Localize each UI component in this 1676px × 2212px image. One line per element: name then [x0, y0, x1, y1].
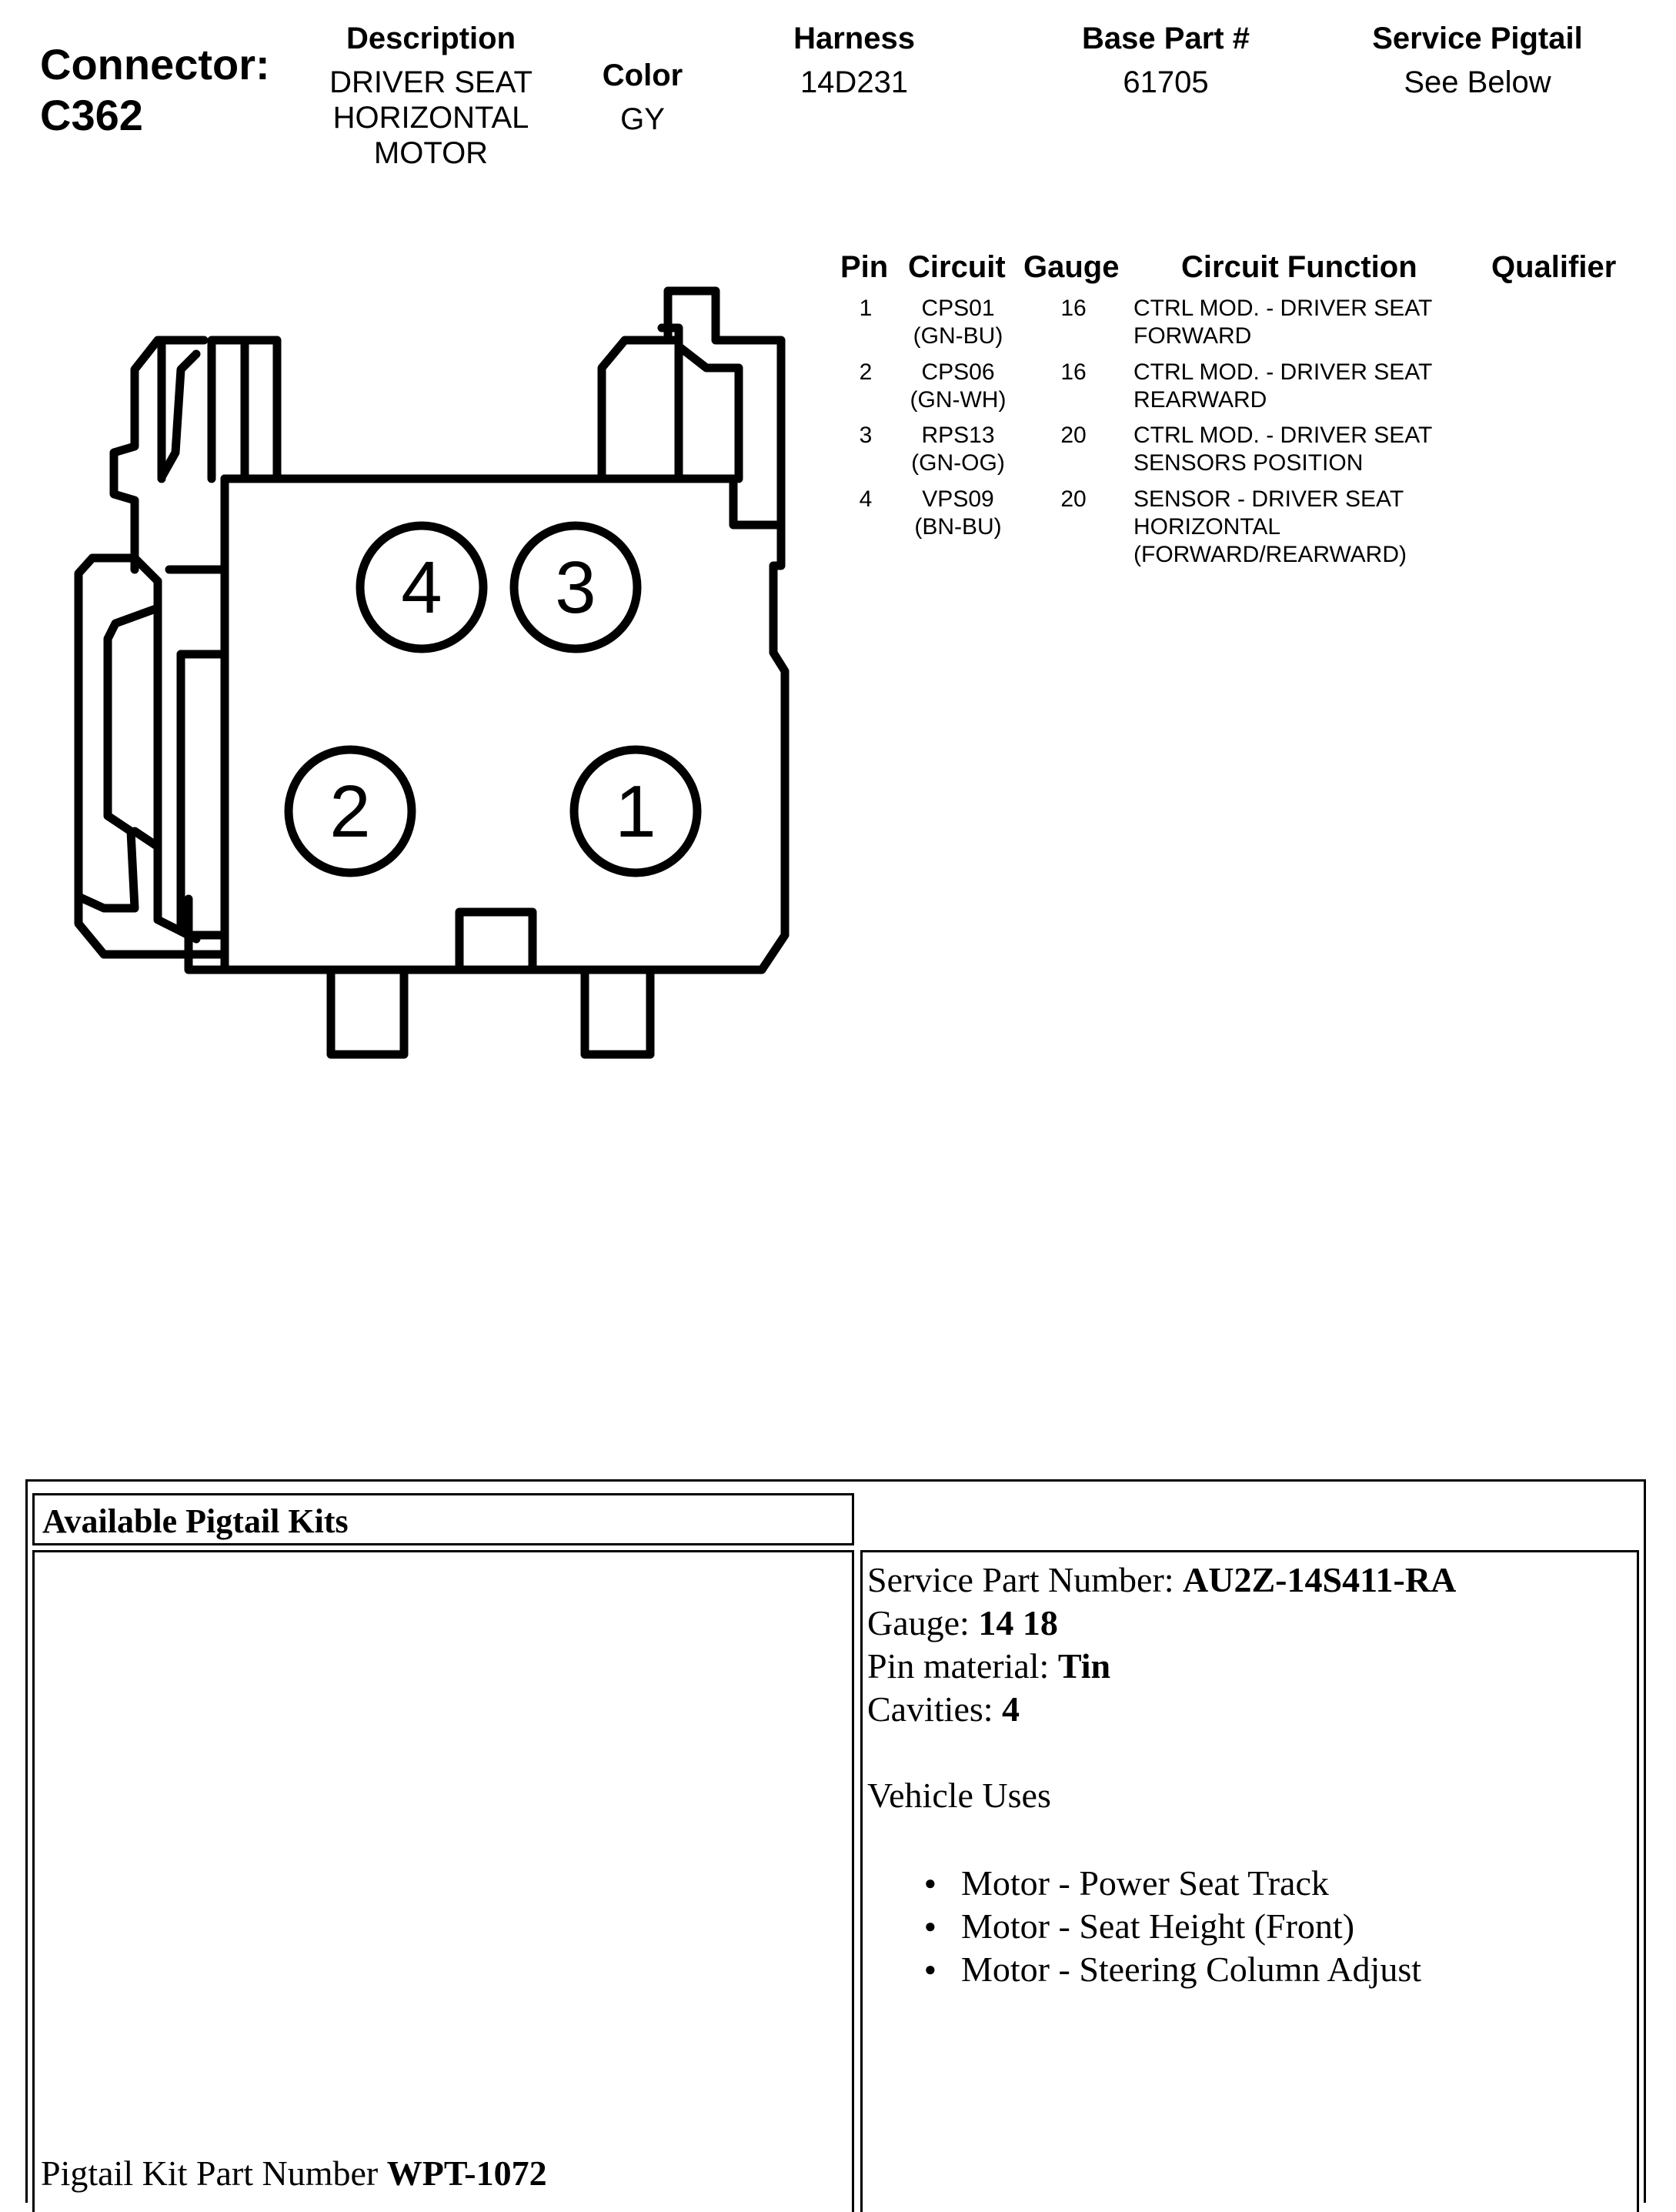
function-line: CTRL MOD. - DRIVER SEAT [1133, 359, 1433, 385]
pin-material-row [867, 1645, 1629, 1688]
pin-number-3: 3 [555, 546, 596, 629]
kit-part-label: Pigtail Kit Part Number [41, 2154, 379, 2193]
qualifier-col-header: Qualifier [1491, 250, 1617, 284]
vehicle-uses-label: Vehicle Uses [867, 1776, 1051, 1815]
cavities-label: Cavities: [867, 1689, 993, 1729]
function-line: HORIZONTAL [1133, 514, 1281, 540]
function-line: CTRL MOD. - DRIVER SEAT [1133, 296, 1433, 321]
pin-cell: 3 [859, 423, 873, 448]
function-line: (FORWARD/REARWARD) [1133, 542, 1407, 567]
service-part-label: Service Part Number: [867, 1560, 1174, 1599]
circuit-code: VPS09 [922, 486, 994, 512]
gauge-cell: 16 [1060, 296, 1087, 321]
service-part-value: AU2Z-14S411-RA [1183, 1560, 1457, 1599]
function-col-header: Circuit Function [1181, 250, 1417, 284]
service-pigtail-value: See Below [1404, 65, 1551, 99]
circuit-code: CPS06 [921, 359, 995, 385]
circuit-color: (GN-BU) [913, 323, 1003, 349]
circuit-color: (GN-OG) [911, 450, 1005, 476]
gauge-label: Gauge: [867, 1603, 970, 1642]
cavities-row [867, 1688, 1629, 1731]
circuit-cell [893, 295, 1023, 350]
pin-number-1: 1 [615, 770, 656, 853]
circuit-cell [893, 422, 1023, 477]
function-cell [1133, 295, 1487, 350]
connector-label: Connector: [40, 40, 270, 89]
circuit-color: (BN-BU) [914, 514, 1002, 540]
connector-face-diagram [46, 277, 800, 1078]
vehicle-use-item: ● Motor - Seat Height (Front) [924, 1905, 1629, 1948]
service-pigtail-header: Service Pigtail [1372, 22, 1583, 55]
pigtail-kit-left-cell [32, 1550, 854, 2212]
vehicle-use-item: ● Motor - Power Seat Track [924, 1862, 1629, 1905]
pin-cell: 2 [859, 359, 873, 385]
pigtail-details [867, 1559, 1629, 1991]
cavities-value: 4 [1002, 1689, 1020, 1729]
pin-number-2: 2 [329, 770, 371, 853]
pin-number-4: 4 [401, 546, 442, 629]
gauge-value: 14 18 [978, 1603, 1058, 1642]
pigtail-kit-details-cell [860, 1550, 1639, 2212]
description-line: MOTOR [373, 136, 489, 170]
function-line: CTRL MOD. - DRIVER SEAT [1133, 423, 1433, 448]
function-line: SENSORS POSITION [1133, 450, 1364, 476]
pigtail-kits-title: Available Pigtail Kits [32, 1493, 854, 1545]
description-line: DRIVER SEAT [329, 65, 533, 99]
function-cell [1133, 359, 1487, 414]
circuit-color: (GN-WH) [910, 387, 1007, 413]
vehicle-use-item: ● Motor - Steering Column Adjust [924, 1948, 1629, 1991]
circuit-col-header: Circuit [908, 250, 1006, 284]
pigtail-kit-part-number [41, 2152, 547, 2195]
gauge-cell: 20 [1060, 486, 1087, 512]
function-cell [1133, 486, 1487, 569]
harness-value: 14D231 [800, 65, 909, 99]
pin-material-label: Pin material: [867, 1646, 1050, 1686]
kit-part-value: WPT-1072 [386, 2154, 547, 2193]
color-header: Color [602, 58, 683, 92]
gauge-col-header: Gauge [1023, 250, 1120, 284]
pin-col-header: Pin [840, 250, 889, 284]
harness-header: Harness [793, 22, 915, 55]
function-line: REARWARD [1133, 387, 1267, 413]
circuit-code: RPS13 [921, 423, 995, 448]
pin-cell: 4 [859, 486, 873, 512]
connector-outline [78, 291, 785, 1054]
description-value [292, 65, 569, 171]
service-part-row [867, 1559, 1629, 1602]
gauge-cell: 16 [1060, 359, 1087, 385]
base-part-value: 61705 [1123, 65, 1209, 99]
description-header: Description [346, 22, 516, 55]
description-line: HORIZONTAL [332, 101, 529, 135]
circuit-cell [893, 486, 1023, 541]
pin-cell: 1 [859, 296, 873, 321]
circuit-cell [893, 359, 1023, 414]
gauge-cell: 20 [1060, 423, 1087, 448]
color-value: GY [620, 102, 665, 136]
pin-material-value: Tin [1057, 1646, 1111, 1686]
function-line: SENSOR - DRIVER SEAT [1133, 486, 1404, 512]
function-cell [1133, 422, 1487, 477]
circuit-code: CPS01 [921, 296, 995, 321]
vehicle-uses-list [924, 1862, 1629, 1991]
base-part-header: Base Part # [1082, 22, 1250, 55]
gauge-row [867, 1602, 1629, 1645]
connector-id: C362 [40, 91, 143, 139]
function-line: FORWARD [1133, 323, 1252, 349]
